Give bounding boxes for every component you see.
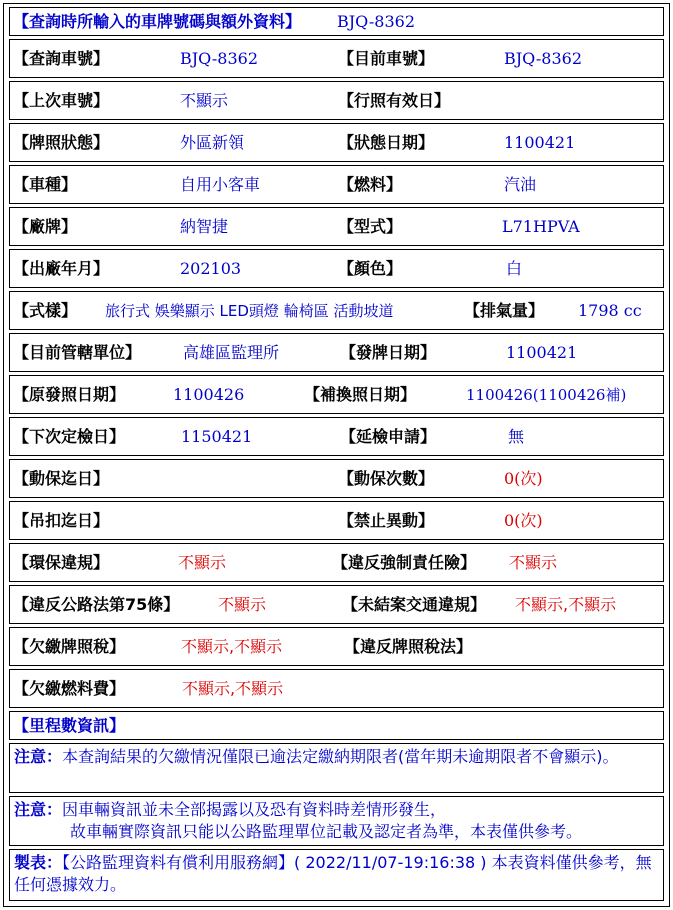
manufacture-label: 【出廠年月】 bbox=[13, 258, 110, 278]
vehicle-type-value: 自用小客車 bbox=[180, 174, 261, 194]
brand-label: 【廠牌】 bbox=[13, 216, 78, 236]
fuel-label: 【燃料】 bbox=[338, 174, 403, 194]
report-title: 【查詢時所輸入的車牌號碼與額外資料】 bbox=[13, 11, 302, 31]
current-plate-label: 【目前車號】 bbox=[338, 48, 435, 68]
report-title-row bbox=[9, 7, 664, 36]
model-value: L71HPVA bbox=[502, 216, 580, 236]
plate-status-value: 外區新領 bbox=[180, 132, 245, 152]
fuel-fee-owed-label: 【欠繳燃料費】 bbox=[13, 678, 126, 698]
lien-count-value: 0(次) bbox=[504, 468, 543, 488]
reissue-license-label: 【補換照日期】 bbox=[304, 384, 417, 404]
fuel-fee-owed-value: 不顯示,不顯示 bbox=[182, 678, 284, 698]
displacement-label: 【排氣量】 bbox=[464, 300, 545, 320]
row-violations-2 bbox=[9, 585, 664, 624]
row-previous-plate bbox=[9, 81, 664, 120]
footer-text: 【公路監理資料有償利用服務網】( 2022/11/07-19:16:38 ) 本表資料僅供參考，無任何憑據效力。 bbox=[14, 853, 652, 894]
row-authority bbox=[9, 333, 664, 372]
color-value: 白 bbox=[506, 258, 523, 278]
row-vehicle-type bbox=[9, 165, 664, 204]
row-plate-tax bbox=[9, 627, 664, 666]
row-manufacture bbox=[9, 249, 664, 288]
row-style bbox=[9, 291, 664, 330]
plate-tax-owed-value: 不顯示,不顯示 bbox=[181, 636, 283, 656]
env-violation-label: 【環保違規】 bbox=[13, 552, 110, 572]
row-seizure bbox=[9, 501, 664, 540]
plate-tax-owed-label: 【欠繳牌照稅】 bbox=[13, 636, 126, 656]
authority-value: 高雄區監理所 bbox=[183, 342, 280, 362]
footer-label: 製表： bbox=[14, 853, 63, 872]
mileage-label: 【里程數資訊】 bbox=[13, 715, 126, 735]
displacement-value: 1798 cc bbox=[578, 300, 642, 320]
plate-tax-law-label: 【違反牌照稅法】 bbox=[344, 636, 473, 656]
prohibit-label: 【禁止異動】 bbox=[338, 510, 435, 530]
reissue-license-value: 1100426(1100426補) bbox=[466, 385, 627, 404]
previous-plate-label: 【上次車號】 bbox=[13, 90, 110, 110]
style-value: 旅行式 娛樂顯示 LED頭燈 輪椅區 活動坡道 bbox=[105, 301, 394, 320]
note-2-line-1: 因車輛資訊並未全部揭露以及恐有資料時差情形發生， bbox=[62, 800, 447, 819]
traffic-violation-label: 【未結案交通違規】 bbox=[342, 594, 487, 614]
vehicle-type-label: 【車種】 bbox=[13, 174, 78, 194]
row-brand bbox=[9, 207, 664, 246]
seizure-label: 【吊扣迄日】 bbox=[13, 510, 110, 530]
note-1-label: 注意： bbox=[14, 747, 63, 766]
prohibit-value: 0(次) bbox=[504, 510, 543, 530]
status-date-value: 1100421 bbox=[504, 132, 576, 152]
row-mileage bbox=[9, 711, 664, 740]
note-2 bbox=[9, 796, 664, 846]
brand-value: 納智捷 bbox=[180, 216, 229, 236]
env-violation-value: 不顯示 bbox=[178, 552, 227, 572]
note-2-label: 注意： bbox=[14, 800, 63, 819]
extension-value: 無 bbox=[508, 426, 525, 446]
previous-plate-value: 不顯示 bbox=[180, 90, 229, 110]
note-1-text: 本查詢結果的欠繳情況僅限已逾法定繳納期限者(當年期未逾期限者不會顯示)。 bbox=[62, 747, 619, 766]
original-license-value: 1100426 bbox=[173, 384, 245, 404]
manufacture-value: 202103 bbox=[180, 258, 242, 278]
row-lien bbox=[9, 459, 664, 498]
issue-date-value: 1100421 bbox=[506, 342, 578, 362]
style-label: 【式樣】 bbox=[13, 300, 78, 320]
authority-label: 【目前管轄單位】 bbox=[13, 342, 142, 362]
note-1 bbox=[9, 743, 664, 793]
row-violations-1 bbox=[9, 543, 664, 582]
insurance-violation-label: 【違反強制責任險】 bbox=[332, 552, 477, 572]
lien-count-label: 【動保次數】 bbox=[338, 468, 435, 488]
traffic-violation-value: 不顯示,不顯示 bbox=[515, 594, 617, 614]
current-plate-value: BJQ-8362 bbox=[504, 48, 582, 68]
footer-note bbox=[9, 849, 664, 901]
model-label: 【型式】 bbox=[338, 216, 403, 236]
status-date-label: 【狀態日期】 bbox=[338, 132, 435, 152]
note-2-line-2: 故車輛實際資訊只能以公路監理單位記載及認定者為準，本表僅供參考。 bbox=[70, 822, 583, 841]
plate-status-label: 【牌照狀態】 bbox=[13, 132, 110, 152]
next-inspection-label: 【下次定檢日】 bbox=[13, 426, 126, 446]
report-title-plate: BJQ-8362 bbox=[337, 11, 415, 31]
highway-violation-label: 【違反公路法第75條】 bbox=[13, 594, 180, 614]
row-plate-status bbox=[9, 123, 664, 162]
query-plate-label: 【查詢車號】 bbox=[13, 48, 110, 68]
extension-label: 【延檢申請】 bbox=[340, 426, 437, 446]
color-label: 【顏色】 bbox=[338, 258, 403, 278]
row-inspection bbox=[9, 417, 664, 456]
next-inspection-value: 1150421 bbox=[181, 426, 253, 446]
fuel-value: 汽油 bbox=[504, 174, 537, 194]
original-license-label: 【原發照日期】 bbox=[13, 384, 126, 404]
row-license-dates bbox=[9, 375, 664, 414]
insurance-violation-value: 不顯示 bbox=[509, 552, 558, 572]
row-fuel-fee bbox=[9, 669, 664, 708]
license-valid-label: 【行照有效日】 bbox=[338, 90, 451, 110]
query-plate-value: BJQ-8362 bbox=[180, 48, 258, 68]
row-plates bbox=[9, 39, 664, 78]
highway-violation-value: 不顯示 bbox=[218, 594, 267, 614]
lien-date-label: 【動保迄日】 bbox=[13, 468, 110, 488]
issue-date-label: 【發牌日期】 bbox=[340, 342, 437, 362]
